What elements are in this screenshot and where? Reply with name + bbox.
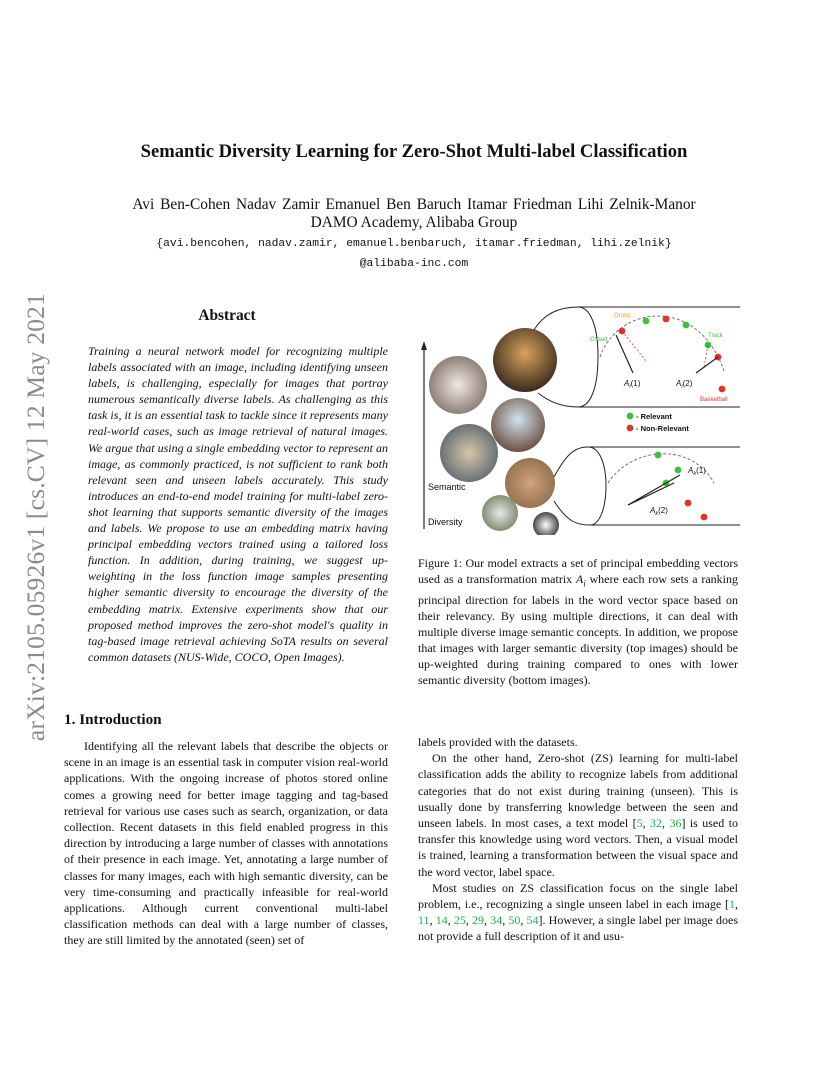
vector-a1 xyxy=(616,335,633,373)
label-a1: $A_i(1)$ xyxy=(624,379,641,390)
cyclist-photo xyxy=(491,398,545,452)
caption-math-subscript: i xyxy=(583,578,586,589)
abstract-text: Training a neural network model for recognizing multiple labels associated with an image, including identifying unseen labels, is challenging, especially for images that portray numerous semantically diverse labels. As challenging as this task is, it is an essential task to tackle since it represents many real-world cases, such as image retrieval of natural images. We argue that using a single embedding vector to represent an image, as commonly practiced, is not sufficient to rank both relevant seen and unseen labels accurately. This study introduces an end-to-end model training for multi-label zero-shot learning that supports semantic diversity of the images and labels. We propose to use an embedding matrix having principal embedding vectors trained using a tailored loss function. In addition, during training, we suggest up-weighting in the loss function image samples presenting higher semantic diversity to encourage the diversity of the embedding matrix. Extensive experiments show that our proposed method improves the zero-shot model's quality in tag-based image retrieval achieving SoTA results on several common datasets (NUS-Wide, COCO, Open Images). xyxy=(88,344,388,664)
harbor-photo xyxy=(440,424,498,482)
emails-line-1: {avi.bencohen, nadav.zamir, emanuel.benbaruch, itamar.friedman, lihi.zelnik} xyxy=(156,238,672,250)
figure-1 xyxy=(418,305,740,535)
legend-non-relevant-dot xyxy=(627,425,634,432)
diversity-label: Diversity xyxy=(428,517,463,527)
dot-track-1 xyxy=(683,322,690,329)
citation-link[interactable]: 1 xyxy=(729,897,735,912)
legend-relevant: - Relevant xyxy=(636,412,672,421)
bottom-panel-connector xyxy=(554,447,740,477)
dot-bottom-1 xyxy=(655,452,662,459)
p3-citations: 1, 11, 14, 25, 29, 34, 50, 54 xyxy=(418,897,738,928)
semantic-label: Semantic xyxy=(428,482,466,492)
caption-part-1: Figure 1: Our model extracts a set of principal embedding vectors used as a transformation matrix xyxy=(418,556,738,587)
bottom-panel-connector-lower xyxy=(554,501,740,525)
dot-basketball xyxy=(719,386,726,393)
dot-bottom-5 xyxy=(701,514,708,521)
arxiv-stamp-text: arXiv:2105.05926v1 [cs.CV] 12 May 2021 xyxy=(21,292,51,742)
right-paragraph-1: labels provided with the datasets. xyxy=(418,735,578,749)
label-a2: $A_i(2)$ xyxy=(676,379,693,390)
citation-link[interactable]: 32 xyxy=(650,816,663,831)
right-paragraph-2: On the other hand, Zero-shot (ZS) learning for multi-label classification adds the ability to recognize labels from additional categories that do not exist during training (unseen). This is usually done by transferring knowledge between the seen and unseen labels. In most cases, a text model [5, 32, 36] is used to transfer this knowledge using word vectors. Then, a visual model is trained, learning a transformation between the visual space and the word vector, label space. xyxy=(418,751,739,879)
top-panel-connector xyxy=(534,307,740,330)
caption-math xyxy=(575,572,586,589)
label-ak2: $A_k(2)$ xyxy=(650,506,668,517)
vector-ak1 xyxy=(628,475,680,505)
legend-relevant-dot xyxy=(627,413,634,420)
citation-link[interactable]: 5 xyxy=(636,816,643,831)
legend-non-relevant: - Non-Relevant xyxy=(636,424,689,433)
abstract-heading: Abstract xyxy=(198,307,256,324)
label-group: Group xyxy=(614,313,631,319)
citation-link[interactable]: 14 xyxy=(435,913,448,928)
figure-1-diagram xyxy=(418,305,740,535)
arxiv-stamp xyxy=(16,272,56,762)
citation-link[interactable]: 36 xyxy=(669,816,682,831)
citation-link[interactable]: 50 xyxy=(508,913,521,928)
top-panel-frame xyxy=(578,307,598,407)
right-paragraph-3 xyxy=(418,880,738,945)
p3-text-b: ]. However, a single label per image does not provide a full description of it and usu- xyxy=(418,913,739,944)
bird-photo xyxy=(482,495,518,531)
bottom-panel-frame xyxy=(588,447,606,525)
caption-part-2: where each row sets a ranking principal direction for labels in the word vector space based on their relevancy. By using multiple directions, it can deal with multiple diverse image semantic concepts. In addition, we propose that images with larger semantic diversity (top images) should be up-weighted during training compared to ones with lower semantic diversity (bottom images). xyxy=(418,572,738,688)
author-emails xyxy=(60,234,768,274)
emails-line-2: @alibaba-inc.com xyxy=(359,258,469,270)
citation-link[interactable]: 11 xyxy=(418,913,430,928)
penguin-photo xyxy=(533,512,559,535)
author-list: Avi Ben-Cohen Nadav Zamir Emanuel Ben Baruch Itamar Friedman Lihi Zelnik-Manor xyxy=(132,196,696,213)
introduction-paragraph: Identifying all the relevant labels that describe the objects or scene in an image is an essential task in computer vision real-world applications. With the ongoing increase of photos stored online comes a growing need for better image tagging and tag-based retrieval for various use cases such as search, organization, or data collection. Recent datasets in this field enabled progress in this direction by introducing a large number of classes with annotations of their presence in each image. Yet, annotating a large number of classes for many images, each with high semantic diversity, can be very time-consuming and practically infeasible for real-world applications. Although current conventional multi-label classification methods can deal with a large number of classes, they are still limited by the annotated (seen) set of xyxy=(64,739,388,948)
right-column-text xyxy=(418,734,738,945)
p2-text-a: On the other hand, Zero-shot (ZS) learning for multi-label classification adds the ability to recognize labels from additional categories that do not exist during training (unseen). This is usually done by transferring knowledge between the seen and unseen labels. In most cases, a text model [ xyxy=(418,751,738,831)
label-crowd: Crowd xyxy=(590,337,608,343)
stadium-photo xyxy=(493,328,557,392)
section-heading-introduction: 1. Introduction xyxy=(64,711,162,728)
ferris-wheel-photo xyxy=(429,356,487,414)
dot-group-2 xyxy=(663,316,670,323)
caption-math-symbol: A xyxy=(575,572,584,587)
label-track: Track xyxy=(708,333,723,339)
p3-text-a: Most studies on ZS classification focus on the single label problem, i.e., recognizing a single unseen label in each image [ xyxy=(418,880,738,912)
citation-link[interactable]: 25 xyxy=(453,913,466,928)
diversity-axis-arrowhead xyxy=(421,341,427,350)
dot-bottom-2 xyxy=(675,467,682,474)
vector-a2 xyxy=(696,357,718,373)
figure-1-caption xyxy=(418,555,738,688)
vector-ak2 xyxy=(628,483,674,505)
label-basketball: Basketball xyxy=(700,397,728,403)
paper-title: Semantic Diversity Learning for Zero-Shot Multi-label Classification xyxy=(140,141,688,162)
dot-group-1 xyxy=(643,318,650,325)
label-ak1: $A_k(1)$ xyxy=(688,466,706,477)
citation-link[interactable]: 34 xyxy=(490,913,503,928)
p2-text-b: ] is used to transfer this knowledge using word vectors. Then, a visual model is trained, learning a transformation between the visual space and the word vector, label space. xyxy=(418,816,739,879)
affiliation: DAMO Academy, Alibaba Group xyxy=(310,214,518,231)
citation-link[interactable]: 29 xyxy=(472,913,485,928)
dot-bottom-4 xyxy=(685,500,692,507)
citation-link[interactable]: 54 xyxy=(526,913,539,928)
